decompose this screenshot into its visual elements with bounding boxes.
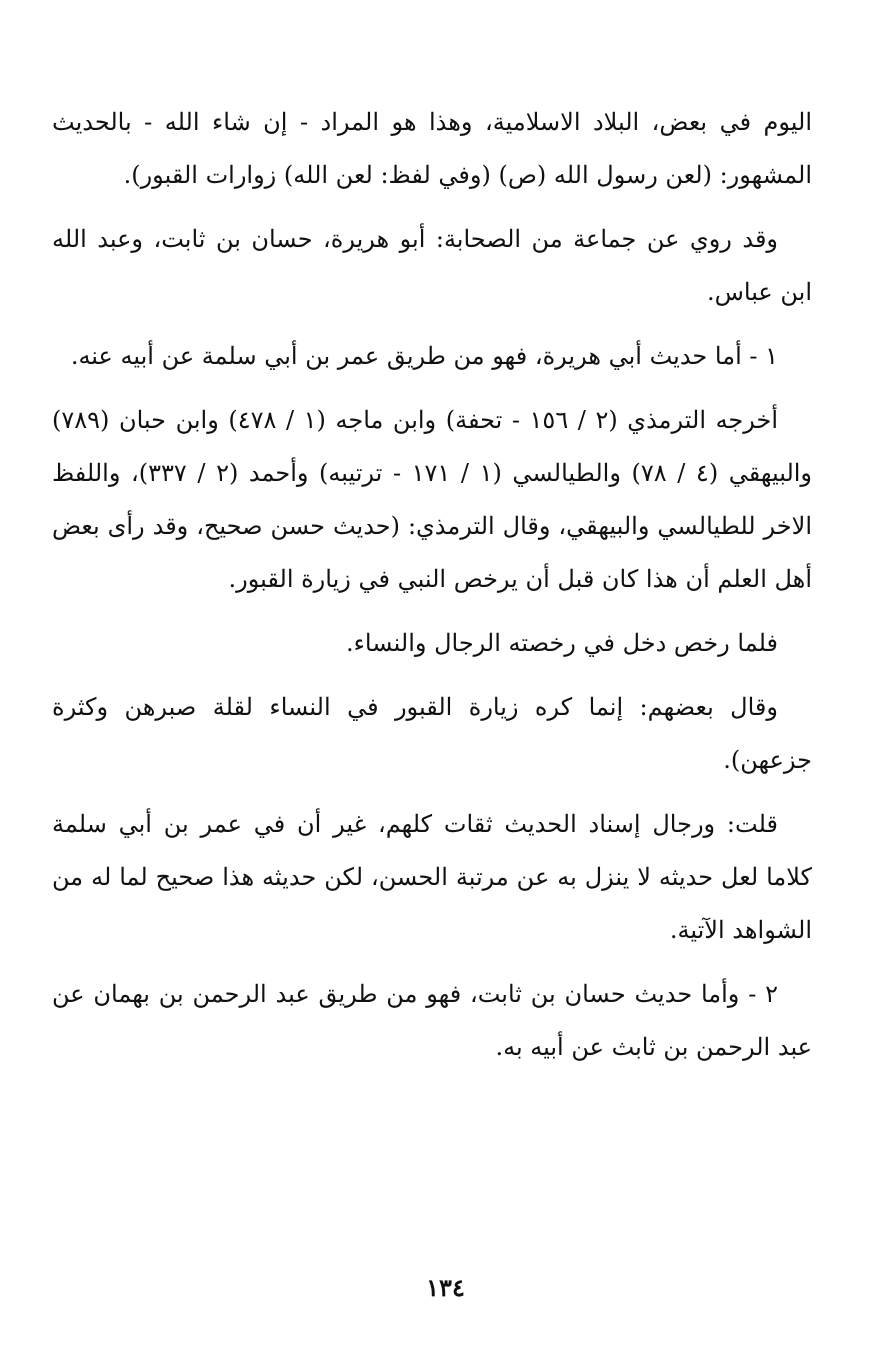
paragraph-5: فلما رخص دخل في رخصته الرجال والنساء. [346, 629, 778, 657]
paragraph-3: ١ - أما حديث أبي هريرة، فهو من طريق عمر بن أبي سلمة عن أبيه عنه. [70, 342, 778, 370]
paragraph-8: ٢ - وأما حديث حسان بن ثابت، فهو من طريق عبد الرحمن بن بهمان عن عبد الرحمن بن ثابث عن أبيه به. [52, 980, 812, 1061]
paragraph-6: وقال بعضهم: إنما كره زيارة القبور في النساء لقلة صبرهن وكثرة جزعهن). [52, 693, 812, 774]
page-body [52, 96, 812, 1085]
paragraph-4: أخرجه الترمذي (٢ / ١٥٦ - تحفة) وابن ماجه (١ / ٤٧٨) وابن حبان (٧٨٩) والبيهقي (٤ / ٧٨) والطيالسي (١ / ١٧١ - ترتيبه) وأحمد (٢ / ٣٣٧)، واللفظ الاخر للطيالسي والبيهقي، وقال الترمذي: (حديث حسن صحيح، وقد رأى بعض أهل العلم أن هذا كان قبل أن يرخص النبي في زيارة القبور. [52, 406, 813, 593]
paragraph-7: قلت: ورجال إسناد الحديث ثقات كلهم، غير أن في عمر بن أبي سلمة كلاما لعل حديثه لا ينزل به عن مرتبة الحسن، لكن حديثه هذا صحيح لما له من الشواهد الآتية. [52, 810, 812, 944]
paragraph-1: اليوم في بعض، البلاد الاسلامية، وهذا هو المراد - إن شاء الله - بالحديث المشهور: (لعن رسول الله (ص) (وفي لفظ: لعن الله) زوارات القبور). [52, 108, 812, 189]
page-number: ١٣٤ [426, 1273, 465, 1302]
paragraph-2: وقد روي عن جماعة من الصحابة: أبو هريرة، حسان بن ثابت، وعبد الله ابن عباس. [52, 225, 812, 306]
